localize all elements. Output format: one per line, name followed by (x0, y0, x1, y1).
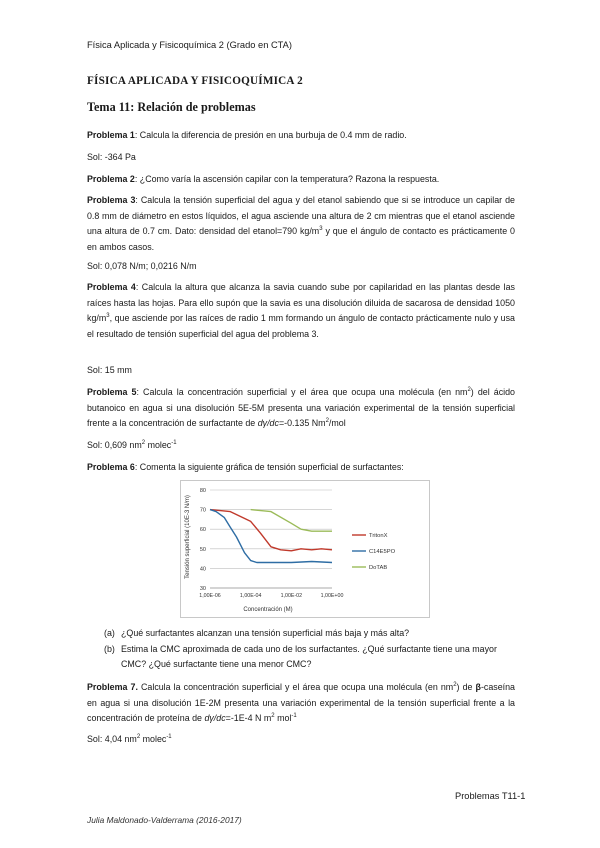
course-title: FÍSICA APLICADA Y FISICOQUÍMICA 2 (87, 75, 303, 87)
superscript: -1 (291, 713, 297, 720)
question-label: (b) (104, 643, 115, 654)
x-tick-label: 1,00E+00 (320, 593, 344, 599)
problem-text: : Calcula la concentración superficial y el área que ocupa una molécula (en nm (136, 387, 468, 397)
y-tick-label: 30 (199, 586, 206, 592)
problem-text: ) de (456, 682, 476, 692)
x-tick-label: 1,00E-04 (239, 593, 262, 599)
problem-4 (87, 280, 515, 342)
superscript: -1 (166, 734, 172, 740)
solution-5 (87, 438, 515, 454)
question-text: Estima la CMC aproximada de cada uno de los surfactantes. ¿Qué surfactante tiene una mayor CMC? ¿Qué surfactante tiene una menor CMC? (121, 643, 497, 670)
derivative: dγ/dc (204, 713, 226, 724)
problem-text: y que el ángulo de contacto es prácticamente 0 en ambos casos. (87, 226, 515, 252)
solution-3: Sol: 0,078 N/m; 0,0216 N/m (87, 261, 197, 271)
question-b (104, 642, 514, 673)
superscript: -1 (171, 440, 177, 446)
topic-title: Tema 11: Relación de problemas (87, 100, 256, 114)
problem-text: =-0.135 Nm (278, 418, 326, 429)
problem-text: : ¿Como varía la ascensión capilar con la temperatura? Razona la respuesta. (134, 174, 440, 184)
superscript: 3 (319, 226, 323, 233)
problem-1 (87, 128, 515, 144)
solution-text: Sol: 4,04 nm (87, 734, 137, 744)
superscript: 2 (136, 734, 141, 740)
problem-2 (87, 172, 515, 188)
superscript: 2 (141, 440, 146, 446)
problem-text: =-1E-4 N m (225, 713, 272, 724)
problem-text: -caseína en agua si una disolución 1E-2M presenta una variación experimental de la tensión superficial frente a la concentración de proteína de (87, 682, 515, 724)
y-tick-label: 60 (199, 527, 206, 534)
problem-label: Problema 3 (87, 195, 136, 205)
beta-symbol: β (475, 682, 481, 692)
y-tick-label: 40 (199, 566, 206, 573)
legend-label: DoTAB (369, 565, 388, 571)
superscript: 2 (453, 682, 457, 688)
problem-label: Problema 5 (87, 387, 137, 397)
legend-label: C14E5PO (369, 549, 396, 555)
question-a (104, 626, 514, 642)
problem-6 (87, 460, 515, 476)
problem-3 (87, 193, 515, 255)
running-header: Física Aplicada y Fisicoquímica 2 (Grado en CTA) (87, 40, 292, 50)
solution-4: Sol: 15 mm (87, 365, 132, 375)
problem-text: , que asciende por las raíces de radio 1 mm formando un ángulo de contacto prácticamente nulo y usa el resultado de tensión superficial del agua del problema 3. (87, 313, 515, 339)
solution-text: molec (145, 440, 172, 450)
problem-label: Problema 7. (87, 682, 138, 692)
legend-label: TritonX (369, 533, 388, 539)
problem-7 (87, 680, 515, 727)
author-footer: Julia Maldonado-Valderrama (2016-2017) (87, 815, 242, 825)
problem-label: Problema 1 (87, 130, 135, 140)
superscript: 3 (106, 313, 110, 320)
y-axis-label: Tensión superficial (10E-3 N/m) (185, 495, 191, 579)
y-tick-label: 80 (199, 488, 206, 494)
problem-text: /mol (328, 418, 346, 429)
x-tick-label: 1,00E-02 (280, 593, 303, 599)
solution-1: Sol: -364 Pa (87, 152, 136, 162)
problem-6-questions (104, 626, 514, 673)
x-axis-label: Concentración (M) (243, 607, 293, 613)
x-tick-label: 1,00E-06 (199, 593, 221, 599)
problem-label: Problema 4 (87, 282, 136, 292)
problem-5 (87, 385, 515, 432)
problem-label: Problema 2 (87, 174, 135, 184)
page-number: Problemas T11-1 (455, 791, 526, 801)
y-tick-label: 70 (199, 507, 206, 514)
surface-tension-chart (180, 480, 430, 618)
solution-text: molec (140, 734, 167, 744)
problem-label: Problema 6 (87, 462, 135, 472)
problem-text: Calcula la concentración superficial y el área que ocupa una molécula (en nm (137, 682, 454, 692)
problem-text: : Calcula la tensión superficial del agua y del etanol sabiendo que si se introduce un capilar de 0.8 mm de diámetro en estos líquidos, el agua asciende una altura de 2 cm mientras que el etanol asciende una altura de 0.7 cm. Dato: densidad del etanol=790 kg/m (87, 195, 515, 237)
problem-text: mol (274, 713, 292, 724)
solution-text: Sol: 0,609 nm (87, 440, 142, 450)
superscript: 2 (467, 387, 471, 393)
problem-text: : Calcula la diferencia de presión en una burbuja de 0.4 mm de radio. (134, 130, 407, 140)
problem-text: : Comenta la siguiente gráfica de tensión superficial de surfactantes: (134, 462, 404, 472)
superscript: 2 (325, 418, 329, 425)
question-label: (a) (104, 628, 115, 638)
problem-text: : Calcula la altura que alcanza la savia cuando sube por capilaridad en las plantas desde las raíces hasta las hojas. Para ello supón que la savia es una disolución diluida de sacarosa de densidad 1050 kg/m (87, 282, 515, 324)
solution-7 (87, 732, 515, 748)
derivative: dγ/dc (257, 418, 279, 429)
superscript: 2 (271, 713, 275, 720)
problem-text: ) del ácido butanoico en agua si una disolución 5E-5M presenta una variación experimental de la tensión superficial frente a la concentración de surfactante de (87, 387, 515, 429)
y-tick-label: 50 (199, 546, 206, 553)
question-text: ¿Qué surfactantes alcanzan una tensión superficial más baja y más alta? (121, 628, 410, 638)
